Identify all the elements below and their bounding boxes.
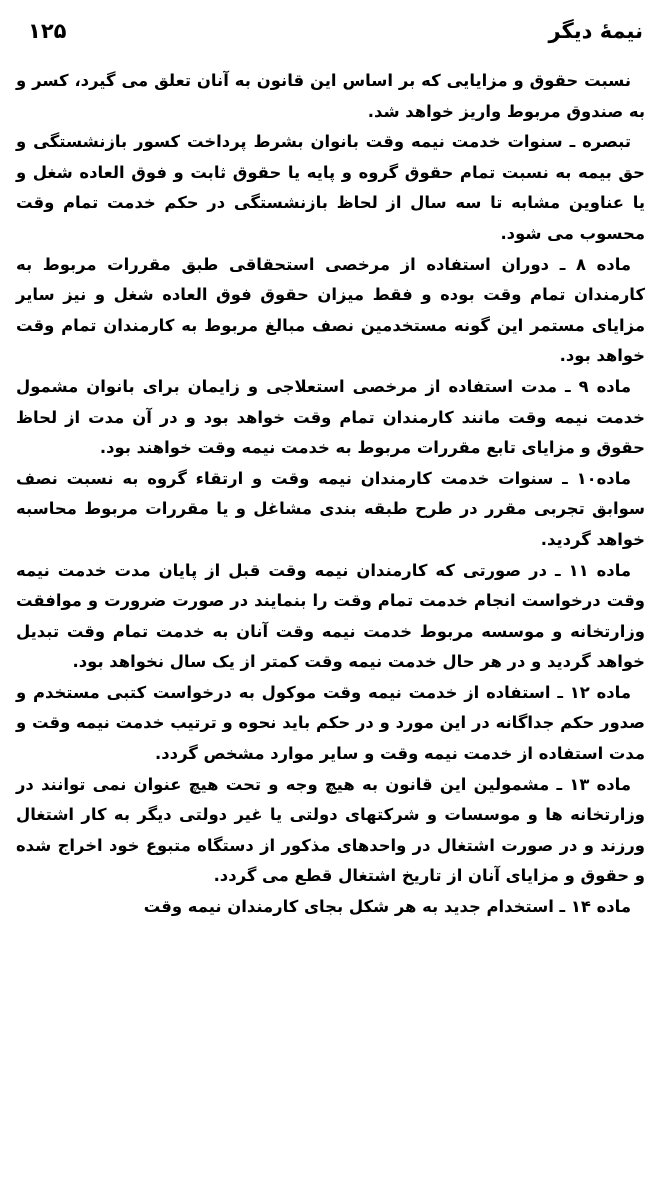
paragraph-continuation: نسبت حقوق و مزایایی که بر اساس این قانون به آنان تعلق می گیرد، کسر و به صندوق مربوط واریز خواهد شد. bbox=[16, 71, 645, 121]
paragraph-article-11: ماده ۱۱ ـ در صورتی که کارمندان نیمه وقت قبل از پایان مدت خدمت نیمه وقت درخواست انجام خدمت تمام وقت را بنمایند در صورت ضرورت و موافقت وزارتخانه و موسسه مربوط خدمت نیمه وقت آنان به خدمت تمام وقت تبدیل خواهد گردید و در هر حال خدمت نیمه وقت کمتر از یک سال نخواهد بود. bbox=[16, 560, 645, 672]
page-header bbox=[0, 14, 665, 50]
paragraph-note: تبصره ـ سنوات خدمت نیمه وقت بانوان بشرط پرداخت کسور بازنشستگی و حق بیمه به نسبت تمام حقوق گروه و پایه یا حقوق ثابت و فوق العاده شغل و یا عناوین مشابه تا سه سال از لحاظ بازنشستگی در حکم خدمت تمام وقت محسوب می شود. bbox=[16, 132, 645, 243]
paragraph-article-14: ماده ۱۴ ـ استخدام جدید به هر شکل بجای کارمندان نیمه وقت bbox=[143, 897, 631, 917]
paragraph-article-12: ماده ۱۲ ـ استفاده از خدمت نیمه وقت موکول به درخواست کتبی مستخدم و صدور حکم جداگانه در این مورد و در حکم باید نحوه و ترتیب خدمت نیمه وقت و مدت استفاده از خدمت نیمه وقت و سایر موارد مشخص گردد. bbox=[16, 682, 645, 764]
page-number: ۱۲۵ bbox=[28, 19, 67, 43]
paragraph-article-13: ماده ۱۳ ـ مشمولین این قانون به هیچ وجه و تحت هیچ عنوان نمی توانند در وزارتخانه ها و موسسات و شرکتهای دولتی یا غیر دولتی دیگر به کار اشتغال ورزند و در صورت اشتغال در واحدهای مذکور از دستگاه متبوع خود اخراج شده و حقوق و مزایای آنان از تاریخ اشتغال قطع می گردد. bbox=[16, 774, 645, 886]
paragraph-article-9: ماده ۹ ـ مدت استفاده از مرخصی استعلاجی و زایمان برای بانوان مشمول خدمت نیمه وقت مانند کارمندان تمام وقت خواهد بود و در آن مدت از لحاظ حقوق و مزایای تابع مقررات مربوط به خدمت نیمه وقت خواهند بود. bbox=[16, 376, 645, 458]
paragraph-article-8: ماده ۸ ـ دوران استفاده از مرخصی استحقاقی طبق مقررات مربوط به کارمندان تمام وقت بوده و فقط میزان حقوق فوق العاده شغل و نیز سایر مزایای مستمر این گونه مستخدمین نصف مبالغ مربوط به کارمندان تمام وقت خواهد بود. bbox=[16, 254, 645, 366]
body-text bbox=[16, 66, 645, 923]
paragraph-article-10: ماده۱۰ ـ سنوات خدمت کارمندان نیمه وقت و ارتقاء گروه به نسبت نصف سوابق تجربی مقرر در طرح طبقه بندی مشاغل و یا مقررات مربوط محاسبه خواهد گردید. bbox=[16, 468, 645, 549]
running-title: نیمهٔ دیگر bbox=[548, 19, 643, 43]
